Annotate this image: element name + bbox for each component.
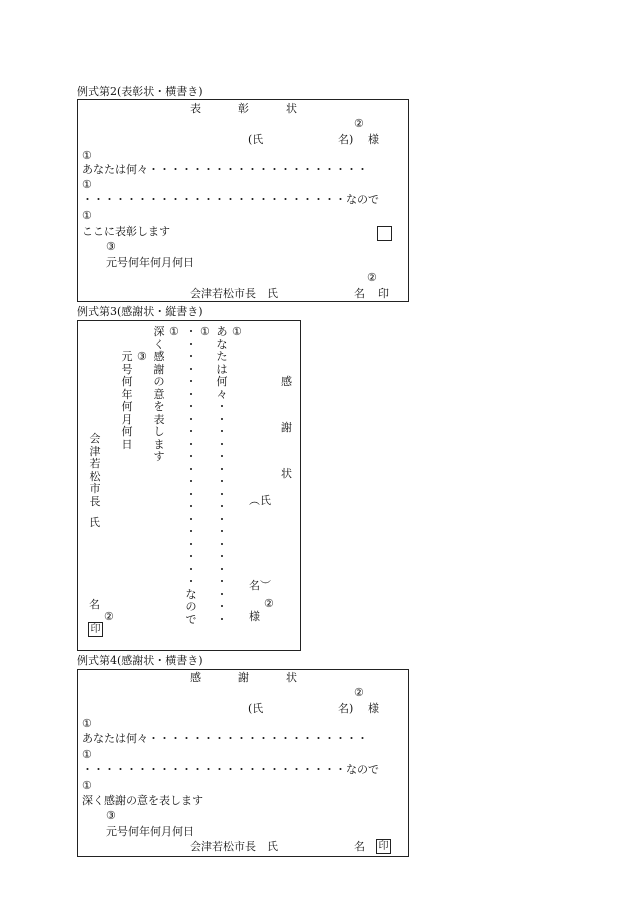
form3-name-close: 名︶ xyxy=(249,579,271,592)
form2-sama: 様 xyxy=(368,133,379,146)
form2-mayor: 会津若松市長 氏 xyxy=(190,287,278,300)
form3-caption: 例式第3(感謝状・縦書き) xyxy=(77,305,203,318)
form2-in: 印 xyxy=(378,287,389,300)
form3-anata-circle: ① xyxy=(232,325,242,338)
form2-title-2: 彰 xyxy=(238,102,249,115)
form4-mei: 名 xyxy=(354,840,365,853)
form2-circle3: ③ xyxy=(106,240,116,253)
form2-line1: あなたは何々・・・・・・・・・・・・・・・・・・・・ xyxy=(82,163,368,176)
form4-inkan-seal: 印 xyxy=(376,839,391,854)
form2-caption: 例式第2(表彰状・横書き) xyxy=(77,85,203,98)
form2-line2: ・・・・・・・・・・・・・・・・・・・・・・・・なので xyxy=(82,193,379,206)
form3-sama: 様 xyxy=(249,610,260,623)
form4-title-1: 感 xyxy=(190,671,201,684)
form2-name-open: (氏 xyxy=(248,133,264,146)
form3-col-nanode: ・ ・ ・ ・ ・ ・ ・ ・ ・ ・ ・ ・ ・ ・ ・ ・ ・ ・ ・ ・ ・ な の で xyxy=(185,325,197,626)
form3-col-date: 元 号 何 年 何 月 何 日 xyxy=(121,350,133,451)
form2-title-1: 表 xyxy=(190,102,201,115)
form2-circle1-c: ① xyxy=(82,209,92,222)
form3-col-fukaku: 深 く 感 謝 の 意 を 表 し ま す xyxy=(153,325,165,463)
form3-fukaku-circle: ① xyxy=(169,325,179,338)
form4-circle1-c: ① xyxy=(82,779,92,792)
form4-mayor: 会津若松市長 氏 xyxy=(190,840,278,853)
form2-circle1-a: ① xyxy=(82,149,92,162)
form4-line2: ・・・・・・・・・・・・・・・・・・・・・・・・なので xyxy=(82,763,379,776)
form4-name-close: 名) xyxy=(338,702,354,715)
form2-line3: ここに表彰します xyxy=(82,225,170,238)
form4-date: 元号何年何月何日 xyxy=(106,825,194,838)
form3-date-circle: ③ xyxy=(137,350,147,363)
form3-circle2-mei: ② xyxy=(104,610,114,623)
form3-circle2-name: ② xyxy=(264,597,274,610)
form3-uji: 氏 xyxy=(89,516,100,529)
form3-nanode-circle: ① xyxy=(200,325,210,338)
form4-name-open: (氏 xyxy=(248,702,264,715)
form4-sama: 様 xyxy=(368,702,379,715)
form2-title-3: 状 xyxy=(286,102,297,115)
form3-title-1: 感 xyxy=(281,375,292,388)
form3-mei: 名 xyxy=(89,598,100,611)
form4-circle1-b: ① xyxy=(82,748,92,761)
form4-caption: 例式第4(感謝状・横書き) xyxy=(77,654,203,667)
form4-title-2: 謝 xyxy=(238,671,249,684)
form2-circle2-top: ② xyxy=(354,117,364,130)
form2-mei: 名 xyxy=(354,287,365,300)
form3-title-3: 状 xyxy=(281,467,292,480)
form2-name-close: 名) xyxy=(338,133,354,146)
form4-line3: 深く感謝の意を表します xyxy=(82,794,203,807)
form2-date: 元号何年何月何日 xyxy=(106,256,194,269)
form2-circle2-bottom: ② xyxy=(367,271,377,284)
form2-circle1-b: ① xyxy=(82,178,92,191)
form4-line1: あなたは何々・・・・・・・・・・・・・・・・・・・・ xyxy=(82,732,368,745)
form3-col-mayor: 会 津 若 松 市 長 xyxy=(89,432,101,508)
form4-title-3: 状 xyxy=(286,671,297,684)
form4-circle1-a: ① xyxy=(82,717,92,730)
form3-inkan-seal: 印 xyxy=(88,622,103,637)
form4-circle2-top: ② xyxy=(354,686,364,699)
form3-name-open: ︵氏 xyxy=(249,494,271,507)
form3-title-2: 謝 xyxy=(281,421,292,434)
form2-checkbox xyxy=(377,226,392,241)
form4-circle3: ③ xyxy=(106,809,116,822)
form3-col-anata: あ な た は 何 々 ・ ・ ・ ・ ・ ・ ・ ・ ・ ・ ・ ・ ・ ・ ・ ・ ・ ・ xyxy=(216,325,228,626)
